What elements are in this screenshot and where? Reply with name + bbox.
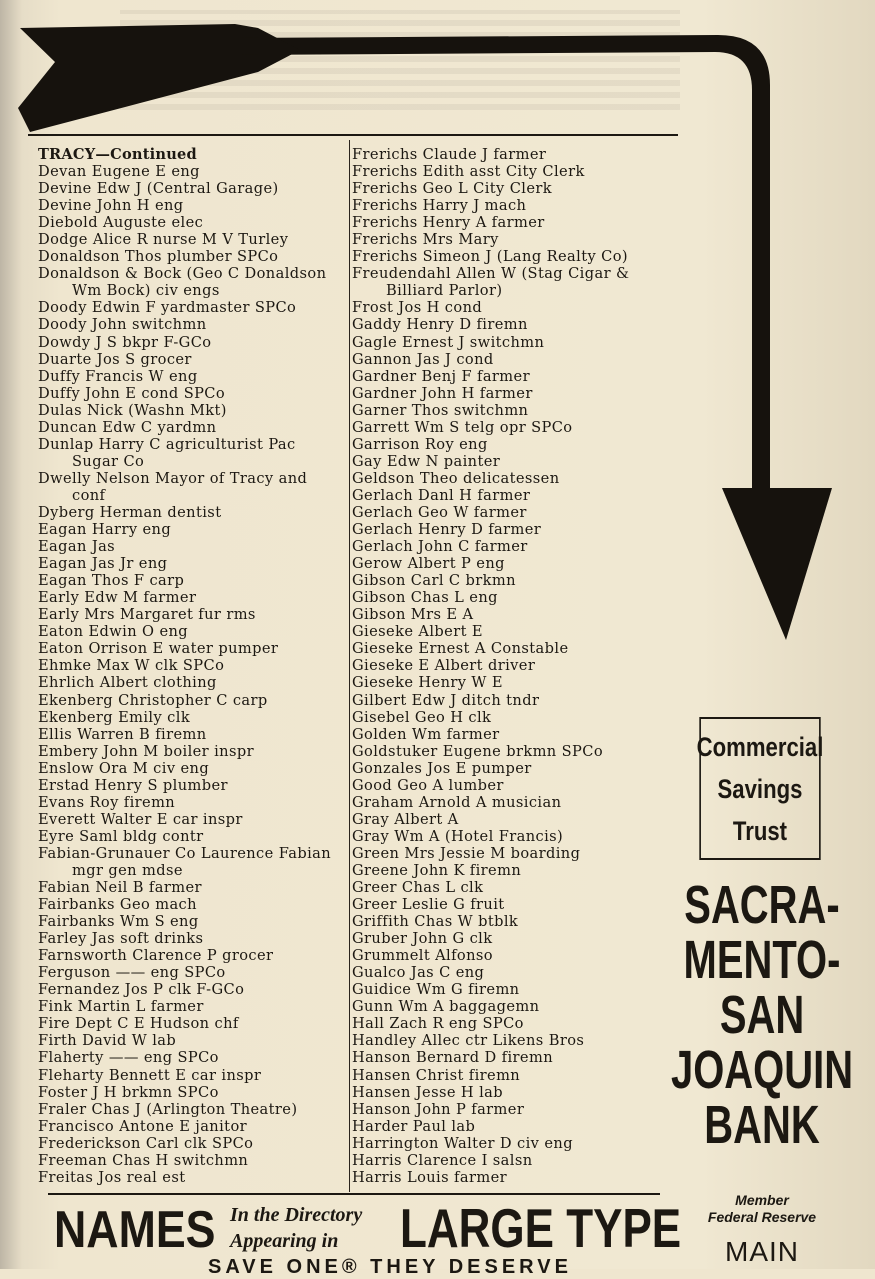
directory-column-right [352,146,670,1186]
arrow-tail [18,24,258,132]
directory-entry: Doody Edwin F yardmaster SPCo [38,299,297,317]
right-entry-list [352,146,670,1186]
directory-entry: Fairbanks Wm S eng [38,913,199,931]
directory-entry: Firth David W lab [38,1032,177,1050]
directory-entry: Eagan Jas [38,538,116,556]
directory-entry: Farley Jas soft drinks [38,930,204,948]
bank-line: SACRA- [684,875,840,935]
directory-entry: Freudendahl Allen W (Stag Cigar & Billiard Parlor) [352,265,630,300]
directory-entry: Guidice Wm G firemn [352,981,520,999]
directory-entry: Gibson Chas L eng [352,589,498,607]
directory-entry: Eagan Harry eng [38,521,172,539]
directory-entry: Hanson Bernard D firemn [352,1049,553,1067]
directory-entry: Golden Wm farmer [352,725,500,743]
banner-middle-line: In the Directory [230,1204,363,1226]
directory-entry: Eagan Thos F carp [38,572,185,590]
directory-entry: Fabian Neil B farmer [38,879,202,897]
directory-entry: Ellis Warren B firemn [38,725,207,743]
bank-line: BANK [704,1095,820,1155]
directory-entry: Freeman Chas H switchmn [38,1151,249,1169]
directory-entry: Greene John K firemn [352,861,522,879]
main-word: MAIN [725,1236,799,1267]
directory-entry: Devine Edw J (Central Garage) [38,180,279,198]
directory-entry: Harris Louis farmer [352,1168,507,1186]
directory-entry: Ehmke Max W clk SPCo [38,657,225,675]
directory-entry: Dunlap Harry C agriculturist Pac Sugar Co [38,435,296,470]
directory-entry: Frederickson Carl clk SPCo [38,1134,254,1152]
directory-entry: Garner Thos switchmn [352,401,529,419]
directory-entry: Gaddy Henry D firemn [352,316,528,334]
directory-entry: Gisebel Geo H clk [352,708,492,726]
directory-entry: Gay Edw N painter [352,452,501,470]
directory-entry: Gieseke Albert E [352,623,483,641]
directory-entry: Gray Wm A (Hotel Francis) [352,827,564,845]
banner-middle [230,1202,362,1254]
directory-entry: Gerlach Geo W farmer [352,503,527,521]
ad-line: Trust [732,815,788,846]
directory-entry: Flaherty —— eng SPCo [38,1049,219,1067]
directory-entry: Gibson Carl C brkmn [352,572,516,590]
directory-entry: Fleharty Bennett E car inspr [38,1066,262,1084]
directory-entry: Goldstuker Eugene brkmn SPCo [352,742,604,760]
directory-entry: Duffy John E cond SPCo [38,384,226,402]
member-note [690,1192,834,1226]
directory-entry: Devan Eugene E eng [38,163,200,181]
directory-entry: Gerlach John C farmer [352,538,528,556]
directory-entry: Graham Arnold A musician [352,793,562,811]
directory-entry: Embery John M boiler inspr [38,742,254,760]
directory-entry: Francisco Antone E janitor [38,1117,248,1135]
member-line: Federal Reserve [707,1209,817,1225]
directory-entry: Fabian-Grunauer Co Laurence Fabian mgr gen mdse [38,844,332,879]
bank-line: SAN [719,985,805,1045]
directory-entry: Greer Chas L clk [352,879,484,897]
directory-entry: Geldson Theo delicatessen [352,469,560,487]
directory-entry: Frerichs Claude J farmer [352,146,547,163]
banner-middle-line: Appearing in [230,1230,339,1252]
directory-entry: Gruber John G clk [352,930,493,948]
directory-entry: Farnsworth Clarence P grocer [38,947,274,965]
directory-entry: Gagle Ernest J switchmn [352,333,545,351]
directory-entry: Gieseke Ernest A Constable [352,640,569,658]
section-heading: TRACY—Continued [38,146,197,163]
directory-entry: Fire Dept C E Hudson chf [38,1015,239,1033]
directory-entry: Frerichs Henry A farmer [352,214,545,232]
directory-entry: Ferguson —— eng SPCo [38,964,226,982]
ad-line: Savings [717,773,803,804]
banner-names: NAMES [54,1201,216,1259]
directory-entry: Everett Walter E car inspr [38,810,243,828]
bottom-rule [48,1193,660,1195]
directory-entry: Early Mrs Margaret fur rms [38,606,256,624]
directory-entry: Eagan Jas Jr eng [38,555,168,573]
commercial-savings-trust-ad [696,717,824,860]
directory-entry: Eaton Edwin O eng [38,623,189,641]
directory-entry: Dwelly Nelson Mayor of Tracy and conf [38,469,308,504]
directory-entry: Donaldson Thos plumber SPCo [38,248,279,266]
bank-name-ad [670,875,854,1155]
directory-entry: Gonzales Jos E pumper [352,759,532,777]
directory-entry: Donaldson & Bock (Geo C Donaldson Wm Bock) civ engs [38,265,327,300]
directory-entry: Dowdy J S bkpr F-GCo [38,333,212,351]
directory-entry: Hanson John P farmer [352,1100,525,1118]
ad-line: Commercial [696,731,824,762]
arrow-head-icon [722,488,832,640]
directory-entry: Dyberg Herman dentist [38,503,222,521]
directory-entry: Gibson Mrs E A [352,606,474,624]
directory-entry: Ekenberg Emily clk [38,708,191,726]
directory-entry: Garrison Roy eng [352,435,488,453]
directory-entry: Devine John H eng [38,197,184,215]
directory-entry: Good Geo A lumber [352,776,504,794]
directory-entry: Duarte Jos S grocer [38,350,192,368]
directory-entry: Frerichs Edith asst City Clerk [352,163,585,181]
directory-entry: Handley Allec ctr Likens Bros [352,1032,585,1050]
directory-entry: Gerlach Danl H farmer [352,486,531,504]
bank-line: MENTO- [683,930,841,990]
bottom-banner [48,1197,682,1278]
directory-entry: Green Mrs Jessie M boarding [352,844,581,862]
directory-column-left [38,146,344,1186]
directory-entry: Frerichs Mrs Mary [352,231,499,249]
directory-entry: Frost Jos H cond [352,299,483,317]
directory-entry: Frerichs Harry J mach [352,197,527,215]
directory-entry: Garrett Wm S telg opr SPCo [352,418,573,436]
directory-entry: Fairbanks Geo mach [38,896,197,914]
directory-entry: Harris Clarence I salsn [352,1151,533,1169]
directory-entry: Fernandez Jos P clk F-GCo [38,981,245,999]
bank-line: JOAQUIN [670,1040,854,1100]
directory-entry: Harrington Walter D civ eng [352,1134,573,1152]
directory-entry: Fraler Chas J (Arlington Theatre) [38,1100,298,1118]
directory-entry: Foster J H brkmn SPCo [38,1083,219,1101]
directory-entry: Grummelt Alfonso [352,947,493,965]
directory-entry: Gerow Albert P eng [352,555,505,573]
directory-entry: Enslow Ora M civ eng [38,759,210,777]
directory-entry: Gieseke E Albert driver [352,657,536,675]
directory-entry: Frerichs Simeon J (Lang Realty Co) [352,248,628,266]
directory-entry: Gualco Jas C eng [352,964,485,982]
directory-entry: Gray Albert A [352,810,459,828]
top-rule [28,134,678,136]
directory-entry: Hall Zach R eng SPCo [352,1015,524,1033]
directory-entry: Gerlach Henry D farmer [352,521,542,539]
left-entry-list [38,163,344,1186]
directory-entry: Fink Martin L farmer [38,998,204,1016]
directory-entry: Freitas Jos real est [38,1168,186,1186]
directory-entry: Duffy Francis W eng [38,367,198,385]
directory-entry: Hansen Jesse H lab [352,1083,504,1101]
directory-entry: Gannon Jas J cond [352,350,494,368]
directory-entry: Doody John switchmn [38,316,207,334]
directory-entry: Dulas Nick (Washn Mkt) [38,401,227,419]
directory-entry: Gunn Wm A baggagemn [352,998,540,1016]
column-divider [349,140,350,1192]
directory-entry: Gieseke Henry W E [352,674,503,692]
directory-entry: Eaton Orrison E water pumper [38,640,279,658]
directory-entry: Hansen Christ firemn [352,1066,521,1084]
directory-entry: Erstad Henry S plumber [38,776,228,794]
directory-entry: Gardner John H farmer [352,384,533,402]
directory-entry: Griffith Chas W btblk [352,913,519,931]
directory-entry: Diebold Auguste elec [38,214,204,232]
banner-partial-line: SAVE ONE® THEY DESERVE [208,1256,572,1278]
banner-large-type: LARGE TYPE [400,1197,682,1259]
directory-entry: Frerichs Geo L City Clerk [352,180,553,198]
directory-entry: Early Edw M farmer [38,589,197,607]
directory-entry: Harder Paul lab [352,1117,476,1135]
directory-entry: Gilbert Edw J ditch tndr [352,691,540,709]
directory-entry: Greer Leslie G fruit [352,896,505,914]
directory-entry: Ehrlich Albert clothing [38,674,217,692]
directory-entry: Duncan Edw C yardmn [38,418,217,436]
directory-entry: Gardner Benj F farmer [352,367,530,385]
directory-entry: Ekenberg Christopher C carp [38,691,268,709]
directory-entry: Evans Roy firemn [38,793,176,811]
directory-entry: Eyre Saml bldg contr [38,827,204,845]
member-line: Member [735,1192,789,1208]
directory-entry: Dodge Alice R nurse M V Turley [38,231,289,249]
